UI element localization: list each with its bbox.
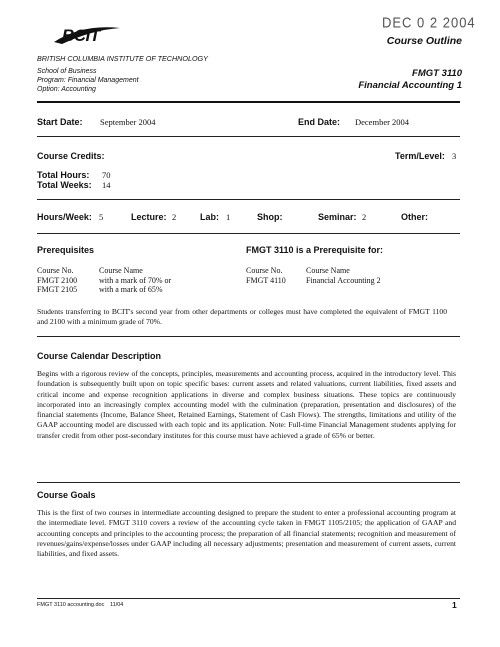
footer-date: 11/04 — [110, 602, 124, 608]
end-date-value: December 2004 — [355, 117, 410, 127]
term-level-label: Term/Level: — [395, 151, 445, 161]
calendar-divider — [37, 482, 460, 483]
document-type: Course Outline — [386, 35, 462, 47]
prerequisites-title: Prerequisites — [37, 245, 95, 255]
total-weeks-value: 14 — [102, 180, 111, 190]
shop-label: Shop: — [257, 212, 283, 222]
institute-name: BRITISH COLUMBIA INSTITUTE OF TECHNOLOGY — [37, 54, 208, 63]
bcit-logo — [52, 22, 122, 48]
col-course-name: Course Name — [306, 266, 350, 275]
credits-divider — [37, 199, 460, 200]
table-row — [37, 285, 171, 295]
col-course-no: Course No. — [37, 266, 74, 275]
term-level-value: 3 — [452, 151, 457, 161]
prerequisites-divider — [37, 336, 460, 337]
prerequisite-for-title: FMGT 3110 is a Prerequisite for: — [246, 245, 384, 255]
lab-value: 1 — [226, 212, 231, 222]
table-row — [37, 276, 171, 286]
prereq-for-header-row — [246, 266, 381, 276]
course-title: Financial Accounting 1 — [358, 80, 462, 91]
course-credits-label: Course Credits: — [37, 151, 105, 161]
footer-divider — [37, 598, 460, 599]
hours-week-value: 5 — [99, 212, 104, 222]
col-course-name: Course Name — [99, 266, 143, 275]
prerequisites-header-row — [37, 266, 171, 276]
course-no: FMGT 2100 — [37, 275, 78, 285]
header-divider — [37, 101, 460, 103]
option-name: Option: Accounting — [37, 86, 96, 93]
hours-week-label: Hours/Week: — [37, 212, 92, 222]
course-no: FMGT 2105 — [37, 285, 78, 294]
course-name: with a mark of 70% or — [99, 275, 172, 285]
table-row — [246, 276, 381, 286]
seminar-label: Seminar: — [318, 212, 357, 222]
course-goals-text: This is the first of two courses in intermediate accounting designed to prepare the student to enter a professional accounting program at the intermediate level. FMGT 3110 covers a review of the accounting cycle taken in FMGT 1105/2105; the application of GAAP and accounting concepts and principles to the accounting process; the preparation of all financial statements; recognition and measurement of revenues/gains/expense/losses under GAAP including all necessary adjustments; presentation and measurement of current assets, current liabilities, and fixed assets. — [37, 508, 456, 559]
total-weeks-label: Total Weeks: — [37, 180, 92, 190]
start-date-value: September 2004 — [100, 117, 156, 127]
hours-divider — [37, 233, 460, 234]
logo-text: BCIT — [62, 26, 100, 45]
received-date-stamp: DEC 0 2 2004 — [382, 13, 476, 32]
school-name: School of Business — [37, 68, 97, 75]
transfer-note: Students transferring to BCIT's second year from other departments or colleges must have completed the equivalent of FMGT 1100 and 2100 with a minimum grade of 70%. — [37, 307, 447, 327]
calendar-description-text: Begins with a rigorous review of the concepts, principles, measurements and accounting process, acquired in the introductory level. This foundation is subsequently built upon on topic specific bases: current assets and related valuations, current liabilities, fixed assets and critical income and expense recognition applications in diverse and complex business situations. These topics are continuously incorporated into an increasingly complex accounting model with the culmination (preparation, presentation and disclosures) of the financial statements (Income, Balance Sheet, Retained Earnings, Statement of Cash Flows). The strengths, limitations and utility of the GAAP accounting model are discussed with each topic and its application. Note: Full-time Financial Management students applying for transfer credit from other post-secondary institutes for this course must have achieved a grade of 65% or better. — [37, 369, 456, 440]
dates-divider — [37, 136, 460, 137]
course-name: with a mark of 65% — [99, 285, 163, 294]
page-number: 1 — [452, 600, 457, 610]
course-code: FMGT 3110 — [412, 68, 462, 79]
lecture-value: 2 — [172, 212, 177, 222]
course-no: FMGT 4110 — [246, 275, 286, 285]
course-name: Financial Accounting 2 — [306, 275, 381, 285]
program-name: Program: Financial Management — [37, 77, 139, 84]
end-date-label: End Date: — [298, 117, 341, 127]
calendar-description-title: Course Calendar Description — [37, 351, 162, 361]
lecture-label: Lecture: — [131, 212, 167, 222]
col-course-no: Course No. — [246, 266, 283, 275]
prerequisite-for-table — [246, 266, 381, 285]
lab-label: Lab: — [200, 212, 219, 222]
total-hours-value: 70 — [102, 170, 111, 180]
course-goals-title: Course Goals — [37, 490, 96, 500]
seminar-value: 2 — [362, 212, 367, 222]
other-label: Other: — [401, 212, 428, 222]
prerequisites-table — [37, 266, 171, 295]
footer-filename: FMGT 3110 accounting.doc — [37, 602, 105, 608]
start-date-label: Start Date: — [37, 117, 83, 127]
total-hours-label: Total Hours: — [37, 170, 90, 180]
